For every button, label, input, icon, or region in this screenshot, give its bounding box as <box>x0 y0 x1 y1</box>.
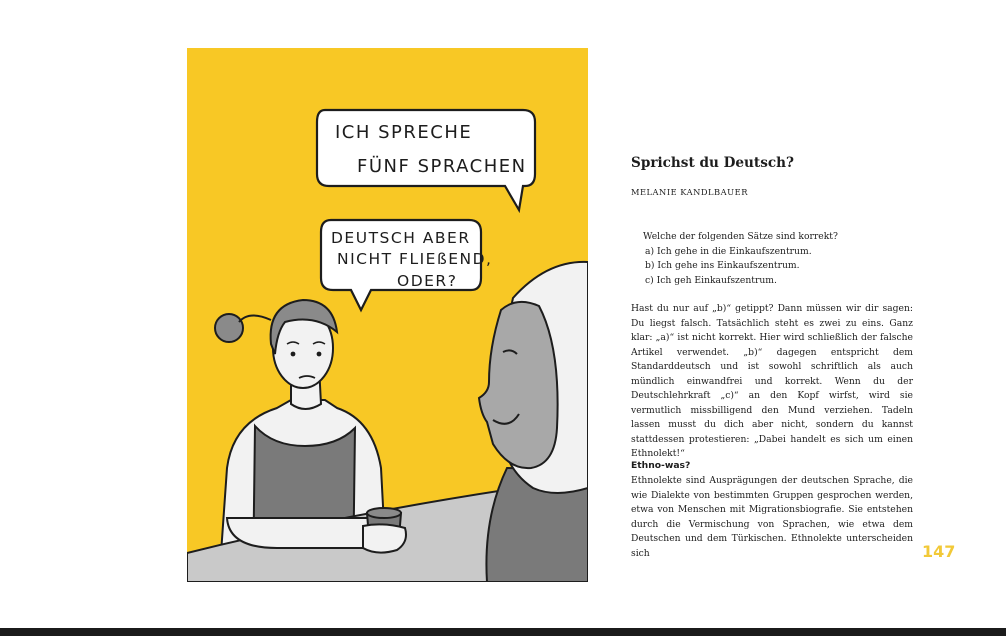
bubble1-line1: ICH SPRECHE <box>335 122 473 143</box>
comic-illustration <box>187 48 588 582</box>
section-subheading: Ethno-was? <box>631 460 691 471</box>
page-number: 147 <box>922 542 956 561</box>
body-paragraph-1: Hast du nur auf „b)“ getippt? Dann müssen wir dir sagen: Du liegst falsch. Tatsächlich steht es zwei zu eins. Ganz klar: „a)“ ist nicht korrekt. Hier wird schließlich der falsche Artikel verwendet. „b)“ dagegen entspricht dem Standarddeutsch und ist sowohl schriftlich als auch mündlich einwandfrei und korrekt. Wenn du der Deutschlehrkraft „c)“ an den Kopf wirfst, wird sie vermutlich missbilligend den Mund verziehen. Tadeln lassen musst du dich aber nicht, sondern du kannst stattdessen protestieren: „Dabei handelt es sich um einen Ethnolekt!“ <box>631 303 913 459</box>
bubble2-line2: NICHT FLIEßEND, <box>337 250 493 268</box>
article-author: MELANIE KANDLBAUER <box>631 187 748 197</box>
article-title: Sprichst du Deutsch? <box>631 155 794 171</box>
quiz-option-a: a) Ich gehe in die Einkaufszentrum. <box>645 245 812 257</box>
quiz-block <box>643 230 838 288</box>
body-paragraph-2: Ethnolekte sind Ausprägungen der deutschen Sprache, die wie Dialekte von bestimmten Gruppen gesprochen werden, etwa von Menschen mit Migrationsbiografie. Sie entstehen durch die Vermischung von Sprachen, wie etwa dem Deutschen und dem Türkischen. Ethnolekte unterscheiden sich <box>631 475 913 559</box>
illustration-canvas <box>187 48 588 582</box>
quiz-option-b: b) Ich gehe ins Einkaufszentrum. <box>645 260 800 271</box>
bubble1-line2: FÜNF SPRACHEN <box>357 156 527 177</box>
bubble2-line1: DEUTSCH ABER <box>331 229 471 247</box>
quiz-option-c: c) Ich geh Einkaufszentrum. <box>645 274 777 286</box>
quiz-question: Welche der folgenden Sätze sind korrekt? <box>643 231 838 242</box>
bubble2-line3: ODER? <box>397 272 458 290</box>
bottom-bar <box>0 628 1006 636</box>
